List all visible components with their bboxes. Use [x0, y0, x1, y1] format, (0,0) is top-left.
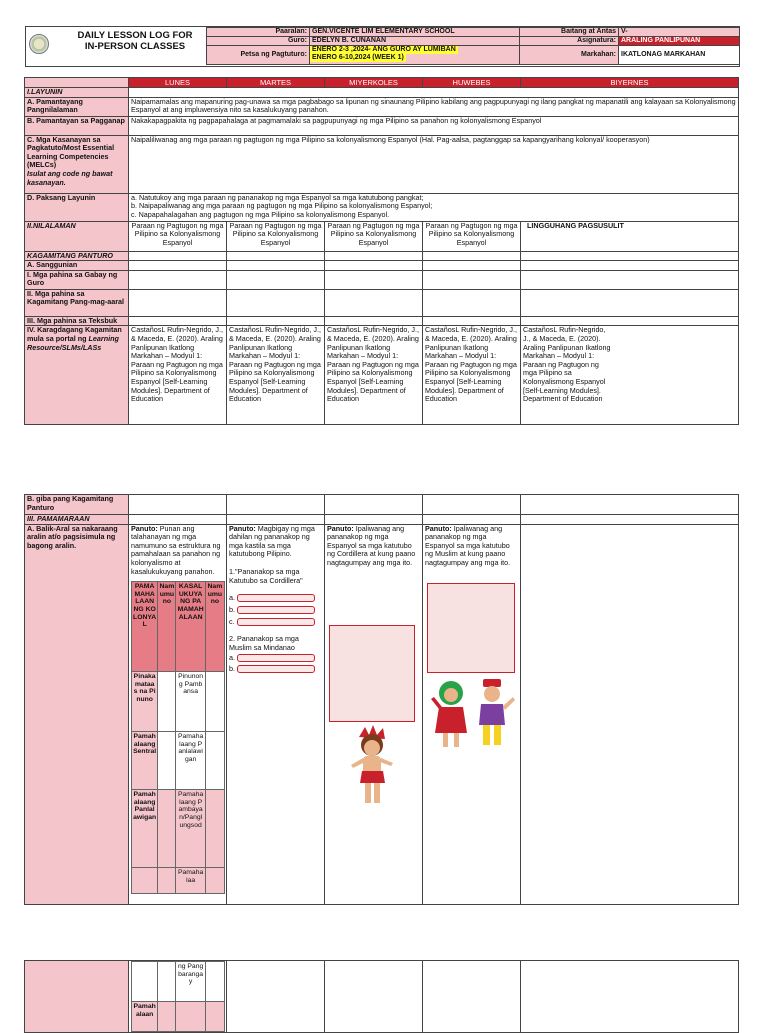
sanggunian-label: A. Sanggunian: [25, 261, 129, 271]
martes-panuto: [229, 525, 322, 559]
continuation-label: [25, 961, 129, 1033]
teksbuk-label: III. Mga pahina sa Teksbuk: [25, 316, 129, 326]
layunin-blank: [129, 88, 739, 98]
inner-r1b: Pinunong Pambansa: [176, 672, 205, 732]
melc-note: Isulat ang code ng bawat kasanayan.: [27, 168, 113, 187]
inner-r3a: Pamahalaang Panlalawigan: [132, 790, 158, 868]
martes-q1-options: [229, 593, 322, 627]
ref-lunes: CastañosL Rufin-Negrido, J., & Maceda, E. (2020). Araling Panlipunan Ikatlong Markahan – Modyul 1: Paraan ng Pagtugon ng mga Pilipino sa Kolonyalismong Espanyol [Self-Learning Modules]. Department of Education: [129, 326, 227, 425]
day-miyerkoles: MIYERKOLES: [325, 78, 423, 88]
melc-label-text: C. Mga Kasanayan sa Pagkatuto/Most Essential Learning Competencies (MELCs): [27, 135, 115, 170]
answer-line[interactable]: [237, 618, 315, 626]
deped-seal-icon: [29, 34, 49, 54]
answer-line[interactable]: [237, 665, 315, 673]
paaralan-label: Paaralan:: [207, 28, 310, 37]
martes-q2: 2. Pananakop sa mga Muslim sa Mindanao: [229, 634, 299, 652]
martes-q1: 1."Pananakop sa mga Katutubo sa Cordillera": [229, 566, 303, 585]
answer-box[interactable]: [427, 583, 515, 673]
answer-line[interactable]: [237, 654, 315, 662]
inner-r1a: Pinakamataas na Pinuno: [132, 672, 158, 732]
paksang-label: D. Paksang Layunin: [25, 193, 129, 221]
paksang-a: a. Natutukoy ang mga paraan ng pananakop ng mga Espanyol sa mga katutubong pangkat;: [131, 193, 424, 202]
balik-aral-lunes: [129, 524, 227, 904]
paaralan-value: GEN.VICENTE LIM ELEMENTARY SCHOOL: [310, 28, 520, 37]
martes-q2-options: [229, 654, 322, 674]
q1-opt-b: b.: [229, 605, 235, 615]
pagganap-text: Nakakapagpakita ng pagpapahalaga at pagmamalaki sa pagpupunyagi ng mga Pilipino sa panahon ng kolonyalismong Espanyol: [129, 116, 739, 135]
ref-biyernes: CastañosL Rufin-Negrido, J., & Maceda, E. (2020). Araling Panlipunan Ikatlong Markahan – Modyul 1: Paraan ng Pagtugon ng mga Pilipino sa Kolonyalismong Espanyol [Self-Learning Modules]. Department of Education: [521, 326, 739, 425]
inner-r4b: Pamahalaa: [176, 868, 205, 894]
nilalaman-biyernes: LINGGUHANG PAGSUSULIT: [521, 221, 739, 251]
lesson-table-1: [24, 77, 739, 425]
nilalaman-miyerkoles: Paraan ng Pagtugon ng mga Pilipino sa Kolonyalismong Espanyol: [325, 221, 423, 251]
gabay-label: I. Mga pahina sa Gabay ng Guro: [25, 270, 129, 289]
title-line-1: DAILY LESSON LOG FOR: [77, 30, 193, 41]
q1-opt-c: c.: [229, 617, 235, 627]
paksang-c: c. Napapahalagahan ang pagtugon ng mga Pilipino sa kolonyalismong Espanyol.: [131, 209, 390, 219]
doc-title: [70, 30, 200, 52]
pamantayang-text: Naipamamalas ang mapanuring pag-unawa sa mga pagbabago sa lipunan ng sinaunang Pilipino kabilang ang pagpupunyagi ng ilang pangkat ng mapanatili ang kalayaan sa Kolonyalismong Espanyol at ang impluwensiya nito sa kasalukuyang panahon.: [129, 97, 739, 116]
inner-h2: Namumuno: [158, 582, 176, 672]
q2-opt-b: b.: [229, 664, 235, 674]
paksang-text: [129, 193, 739, 221]
cordillera-child-illustration: [345, 725, 399, 809]
nilalaman-heading: II.NILALAMAN: [25, 221, 129, 251]
muslim-children-illustration: [429, 677, 515, 753]
inner-r3b: Pamahalaang Pambayan/Panglungsod: [176, 790, 205, 868]
paksang-b: b. Naipapaliwanag ang mga paraan ng pagtugon ng mga Pilipino sa kolonyalismong Espanyol;: [131, 201, 433, 211]
karagdagang-ital: Learning Resource/SLMs/LASs: [27, 333, 119, 352]
guro-value: EDELYN B. CUNANAN: [310, 37, 520, 46]
answer-box[interactable]: [329, 625, 415, 722]
iba-pang-label: B. giba pang Kagamitang Panturo: [25, 495, 129, 515]
q1-opt-a: a.: [229, 593, 235, 603]
nilalaman-huwebes: Paraan ng Pagtugon ng mga Pilipino sa Kolonyalismong Espanyol: [423, 221, 521, 251]
q2-opt-a: a.: [229, 653, 235, 663]
title-line-2: IN-PERSON CLASSES: [84, 41, 186, 52]
pamamaraan-heading: III. PAMAMARAAN: [25, 515, 129, 525]
balik-aral-label: A. Balik-Aral sa nakaraang aralin at/o pagsisimula ng bagong aralin.: [25, 524, 129, 904]
ref-huwebes: CastañosL Rufin-Negrido, J., & Maceda, E. (2020). Araling Panlipunan Ikatlong Markahan – Modyul 1: Paraan ng Pagtugon ng mga Pilipino sa Kolonyalismong Espanyol [Self-Learning Modules]. Department of Education: [423, 326, 521, 425]
balik-aral-miyerkoles: [325, 524, 423, 904]
lesson-table-3: [24, 960, 739, 1033]
huwebes-panuto-text: Ipaliwanag ang pananakop ng mga Espanyol sa mga katutubo ng Muslim at kung paano nagtagumpay ang mga ito.: [425, 524, 511, 567]
lunes-panuto: [131, 525, 224, 577]
ref-martes: CastañosL Rufin-Negrido, J., & Maceda, E. (2020). Araling Panlipunan Ikatlong Markahan – Modyul 1: Paraan ng Pagtugon ng mga Pilipino sa Kolonyalismong Espanyol [Self-Learning Modules]. Department of Education: [227, 326, 325, 425]
layunin-heading: I.LAYUNIN: [25, 88, 129, 98]
nilalaman-martes: Paraan ng Pagtugon ng mga Pilipino sa Kolonyalismong Espanyol: [227, 221, 325, 251]
corner-cell: [25, 78, 129, 88]
pamahalaan-table: [131, 581, 225, 894]
miyerkoles-panuto: [327, 525, 420, 568]
kagamitan-heading: KAGAMITANG PANTURO: [25, 251, 129, 261]
martes-panuto-text: Magbigay ng mga dahilan ng pananakop ng mga kastila sa mga katutubong Pilipino.: [229, 524, 315, 559]
inner-r4b-cont: ng Pangbarangay: [176, 962, 205, 1002]
melc-label: [25, 135, 129, 193]
petsa-value: [310, 46, 520, 65]
day-biyernes: BIYERNES: [521, 78, 739, 88]
inner-h4: Namumuno: [205, 582, 224, 672]
inner-h3: KASALUKUYANG PAMAMAHALAAN: [176, 582, 205, 672]
baitang-label: Baitang at Antas: [520, 28, 619, 37]
balik-aral-martes: [227, 524, 325, 904]
balik-aral-biyernes: [521, 524, 739, 904]
header-fields: [206, 27, 740, 65]
continuation-lunes: [129, 961, 227, 1033]
petsa-label: Petsa ng Pagtuturo:: [207, 46, 310, 65]
markahan-value: IKATLONAG MARKAHAN: [619, 46, 740, 65]
asignatura-value: ARALING PANLIPUNAN: [619, 37, 740, 46]
inner-r2a: Pamahalaang Sentral: [132, 732, 158, 790]
answer-line[interactable]: [237, 594, 315, 602]
panuto-label: Panuto:: [327, 524, 354, 533]
nilalaman-lunes: Paraan ng Pagtugon ng mga Pilipino sa Kolonyalismong Espanyol: [129, 221, 227, 251]
kagamitang-aaral-label: II. Mga pahina sa Kagamitang Pang-mag-aaral: [25, 289, 129, 316]
miyerkoles-panuto-text: Ipaliwanag ang pananakop ng mga Espanyol sa mga katutubo ng Cordillera at kung paano nagtagumpay ang mga ito.: [327, 524, 416, 567]
petsa-line-1: ENERO 2-3 ,2024- ANG GURO AY LUMIBAN: [312, 46, 456, 53]
pamantayang-label: A. Pamantayang Pangnilalaman: [25, 97, 129, 116]
inner-r2b: Pamahalaang Panlalawigan: [176, 732, 205, 790]
ref-miyerkoles: CastañosL Rufin-Negrido, J., & Maceda, E. (2020). Araling Panlipunan Ikatlong Markahan – Modyul 1: Paraan ng Pagtugon ng mga Pilipino sa Kolonyalismong Espanyol [Self-Learning Modules]. Department of Education: [325, 326, 423, 425]
petsa-line-2: ENERO 6-10,2024 (WEEK 1): [312, 54, 404, 61]
balik-aral-huwebes: [423, 524, 521, 904]
markahan-label: Markahan:: [520, 46, 619, 65]
pamahalaan-table-cont: [131, 961, 225, 1032]
inner-r5a: Pamahalaan: [132, 1002, 158, 1032]
header: [25, 26, 740, 67]
panuto-label: Panuto:: [131, 524, 158, 533]
melc-text: Naipaliliwanag ang mga paraan ng pagtugon ng mga Pilipino sa kolonyalismong Espanyol (Hal. Pag-aalsa, pagtanggap sa kapangyarihang kolonyal/ kooperasyon): [129, 135, 739, 193]
answer-line[interactable]: [237, 606, 315, 614]
lesson-table-2: [24, 494, 739, 905]
inner-h1: PAMAMAHALAAN NG KOLONYAL: [132, 582, 158, 672]
pagganap-label: B. Pamantayan sa Pagganap: [25, 116, 129, 135]
panuto-label: Panuto:: [229, 524, 256, 533]
karagdagang-label: [25, 326, 129, 425]
huwebes-panuto: [425, 525, 518, 568]
asignatura-label: Asignatura:: [520, 37, 619, 46]
day-lunes: LUNES: [129, 78, 227, 88]
lunes-panuto-text: Punan ang talahanayan ng mga namumuno sa estruktura ng pamahalaan sa panahon ng kolonyalismo at kasalukukuyang panahon.: [131, 524, 221, 576]
day-huwebes: HUWEBES: [423, 78, 521, 88]
karagdagang-text: IV. Karagdagang Kagamitan mula sa portal ng: [27, 325, 122, 343]
guro-label: Guro:: [207, 37, 310, 46]
panuto-label: Panuto:: [425, 524, 452, 533]
baitang-value: V-: [619, 28, 740, 37]
day-martes: MARTES: [227, 78, 325, 88]
